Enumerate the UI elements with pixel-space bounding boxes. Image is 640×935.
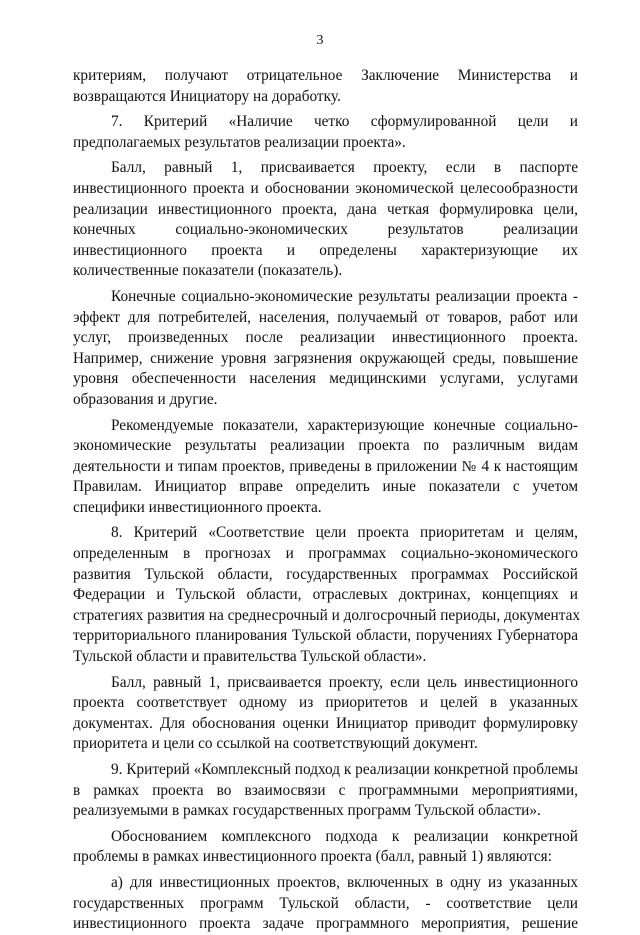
text-line: инвестиционного проекта и определены характеризующие их [73, 241, 578, 259]
paragraph [73, 523, 581, 667]
text-line: экономические результаты реализации проекта по различным видам [73, 437, 578, 455]
text-line: 8. Критерий «Соответствие цели проекта приоритетам и целям, [111, 524, 578, 542]
text-line: конечных социально-экономических результатов реализации [73, 221, 578, 239]
paragraph [73, 873, 578, 935]
text-line: Правилам. Инициатор вправе определить иные показатели с учетом [73, 478, 578, 496]
text-line: возвращаются Инициатору на доработку. [73, 87, 341, 105]
paragraph [73, 827, 578, 868]
paragraph [73, 112, 578, 153]
text-line: услуг, произведенных после реализации инвестиционного проекта. [73, 329, 578, 347]
paragraph [73, 416, 578, 519]
document-body [73, 66, 581, 935]
text-line: образования и другие. [73, 390, 218, 408]
paragraph [73, 66, 578, 107]
text-line: критериям, получают отрицательное Заключение Министерства и [73, 67, 578, 84]
paragraph [73, 673, 578, 755]
text-line: приоритета и цели со ссылкой на соответствующий документ. [73, 735, 478, 753]
text-line: Рекомендуемые показатели, характеризующие конечные социально- [111, 416, 578, 434]
text-line: эффект для потребителей, населения, получаемый от товаров, работ или [73, 308, 578, 326]
text-line: 7. Критерий «Наличие четко сформулированной цели и [111, 113, 578, 131]
text-line: инвестиционного проекта задаче программного мероприятия, решение [73, 915, 578, 933]
text-line: 9. Критерий «Комплексный подход к реализации конкретной проблемы [111, 761, 578, 778]
text-line: реализации инвестиционного проекта, дана четкая формулировка цели, [73, 200, 578, 218]
text-line: уровня обеспеченности населения медицинскими услугами, услугами [73, 370, 578, 388]
text-line: Балл, равный 1, присваивается проекту, если цель инвестиционного [111, 673, 578, 691]
text-line: Федерации и Тульской области, отраслевых доктринах, концепциях и [73, 586, 578, 604]
paragraph [73, 158, 578, 282]
text-line: а) для инвестиционных проектов, включенных в одну из указанных [111, 873, 578, 891]
text-line: документах. Для обоснования оценки Инициатор приводит формулировку [73, 714, 578, 732]
text-line: определенным в прогнозах и программах социально-экономического [73, 545, 578, 563]
text-line: предполагаемых результатов реализации проекта». [73, 133, 406, 151]
text-line: проблемы в рамках инвестиционного проекта (балл, равный 1) являются: [73, 848, 552, 866]
paragraph [73, 760, 578, 822]
text-line: Балл, равный 1, присваивается проекту, если в паспорте [111, 159, 578, 177]
text-line: деятельности и типам проектов, приведены в приложении № 4 к настоящим [73, 457, 578, 475]
paragraph [73, 287, 578, 411]
text-line: Конечные социально-экономические результаты реализации проекта - [111, 287, 578, 305]
text-line: Например, снижение уровня загрязнения окружающей среды, повышение [73, 349, 578, 367]
text-line: специфики инвестиционного проекта. [73, 498, 322, 516]
text-line: количественные показатели (показатель). [73, 262, 343, 280]
text-line: территориального планирования Тульской области, поручениях Губернатора [73, 627, 578, 645]
page-number: 3 [316, 33, 324, 48]
text-line: проекта соответствует одному из приоритетов и целей в указанных [73, 694, 578, 712]
text-line: в рамках проекта во взаимосвязи с программными мероприятиями, [73, 781, 578, 799]
text-line: Обоснованием комплексного подхода к реализации конкретной [111, 827, 578, 845]
text-line: Тульской области и правительства Тульской области». [73, 648, 427, 666]
text-line: развития Тульской области, государственных программах Российской [73, 565, 578, 583]
text-line: государственных программ Тульской области, - соответствие цели [73, 894, 578, 912]
text-line: реализуемыми в рамках государственных программ Тульской области». [73, 802, 541, 820]
text-line: инвестиционного проекта и обосновании экономической целесообразности [73, 179, 578, 197]
text-line: стратегиях развития на среднесрочный и долгосрочный периоды, документах [73, 606, 581, 624]
